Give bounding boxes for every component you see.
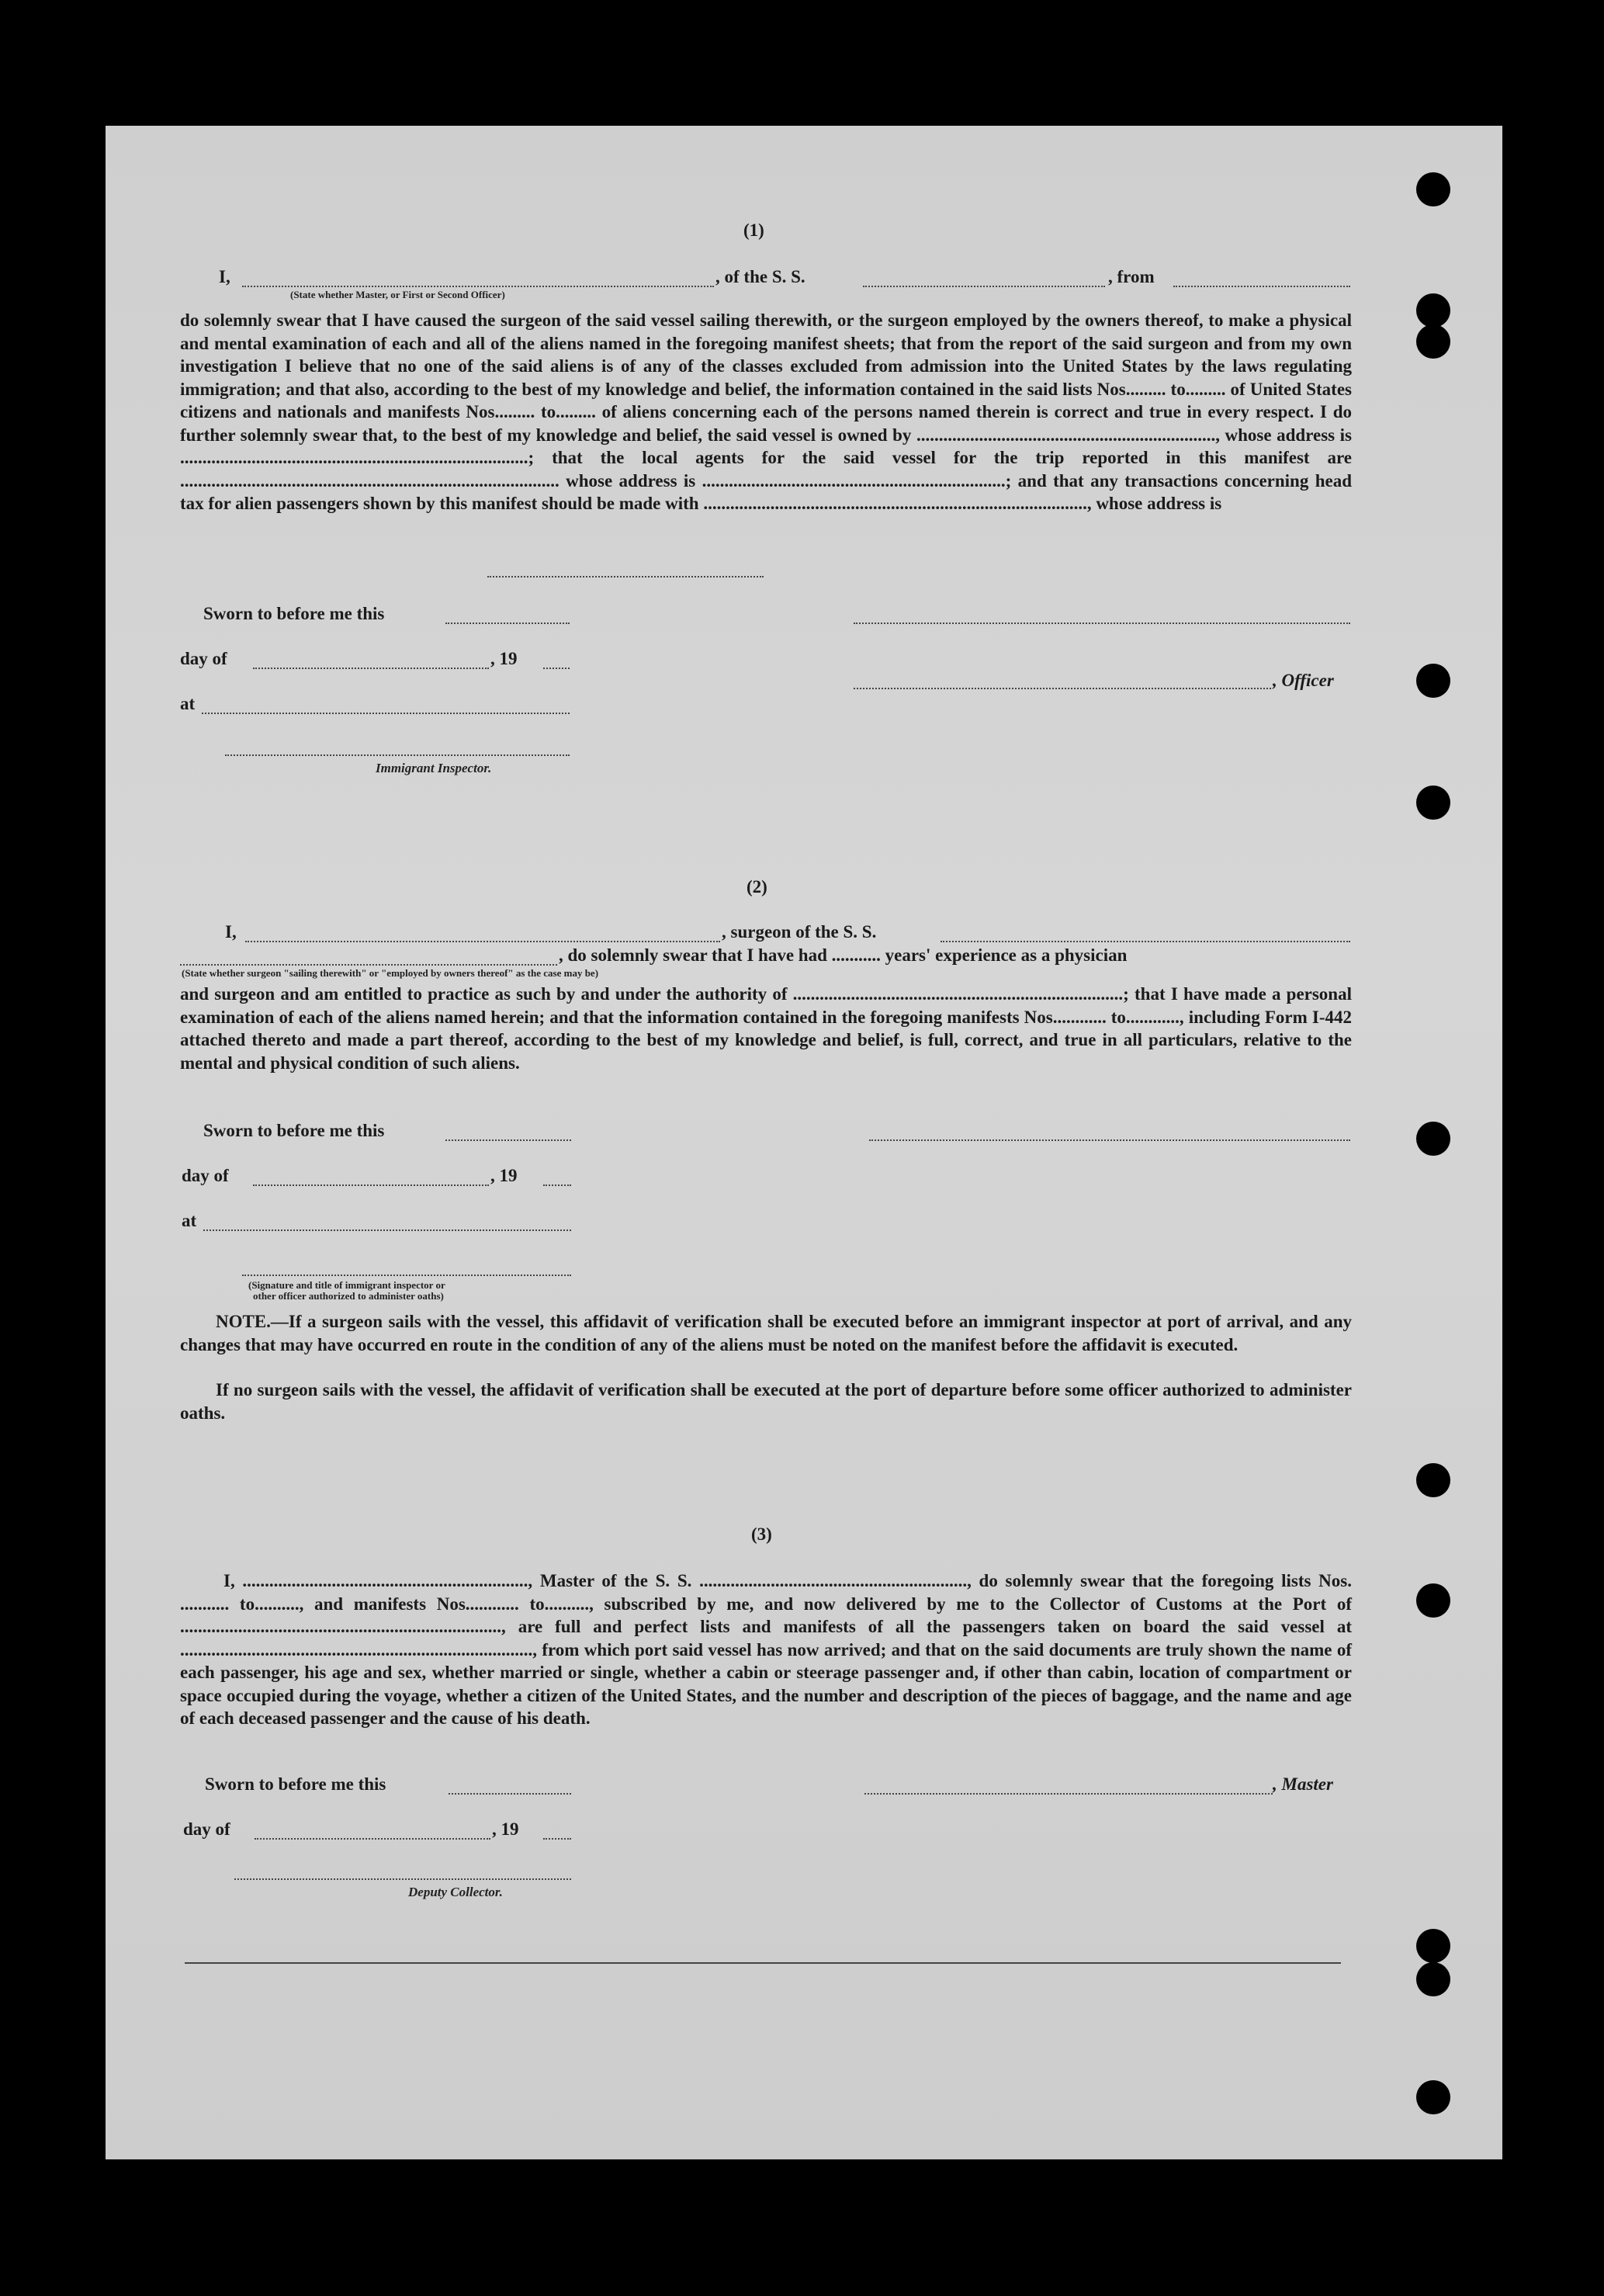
signature-line bbox=[869, 1138, 1350, 1141]
section-2-sig-caption-1: (Signature and title of immigrant inspector or bbox=[248, 1279, 445, 1291]
inspector-signature-line bbox=[225, 753, 570, 756]
section-2-number: (2) bbox=[747, 877, 767, 897]
section-1-sworn: Sworn to before me this bbox=[203, 604, 385, 623]
section-2-year: , 19 bbox=[490, 1166, 518, 1185]
section-2-day-of: day of bbox=[182, 1166, 229, 1185]
signature-line bbox=[854, 621, 1350, 624]
section-1-line1-prefix: I, bbox=[219, 267, 230, 286]
punch-hole bbox=[1416, 293, 1450, 328]
section-1-day-of: day of bbox=[180, 649, 227, 668]
section-1-line1-end: , from bbox=[1108, 267, 1155, 286]
section-2-line1-prefix: I, bbox=[225, 922, 237, 942]
section-3-day-of: day of bbox=[183, 1819, 230, 1839]
punch-hole bbox=[1416, 664, 1450, 698]
blank-line bbox=[445, 621, 570, 624]
section-2-note-1: NOTE.—If a surgeon sails with the vessel, this affidavit of verification shall be executed before an immigrant inspector at port of arrival, and any changes that may have occurred en route in the condition of any of the aliens must be noted on the manifest before the affidavit is executed. bbox=[180, 1312, 1352, 1354]
section-2-sig-caption-2: other officer authorized to administer oaths) bbox=[253, 1290, 444, 1302]
blank-line bbox=[180, 962, 557, 966]
punch-hole bbox=[1416, 1962, 1450, 1996]
section-3-master-label: , Master bbox=[1273, 1774, 1333, 1794]
blank-line bbox=[543, 1836, 571, 1840]
blank-line bbox=[543, 1183, 571, 1186]
section-1-officer-label: , Officer bbox=[1273, 671, 1334, 690]
blank-line bbox=[255, 1836, 490, 1840]
blank-line bbox=[487, 574, 764, 577]
section-3-sworn: Sworn to before me this bbox=[205, 1774, 386, 1794]
bottom-rule bbox=[185, 1962, 1341, 1964]
section-2-at: at bbox=[182, 1211, 197, 1230]
officer-signature-line bbox=[854, 686, 1271, 689]
blank-line bbox=[941, 939, 1350, 942]
section-1-year: , 19 bbox=[490, 649, 518, 668]
blank-line bbox=[202, 711, 570, 714]
blank-line bbox=[242, 284, 714, 287]
blank-line bbox=[863, 284, 1105, 287]
section-3-collector-label: Deputy Collector. bbox=[408, 1885, 503, 1899]
collector-signature-line bbox=[234, 1877, 571, 1880]
section-3-body: I, ................................................................, Master of the S. S. ............................................................, do solemnly swear that the foregoing lists Nos. ........... to.........., and manifests Nos............ to.........., subscribed by me, and now delivered by me to the Collector of Customs at the Port of ........................................................................, are full and perfect lists and manifests of all the passengers taken on board the said vessel at ..............................................................................., from which port said vessel has now arrived; and that on the said documents are truly shown the name of each passenger, his age and sex, whether married or single, whether a cabin or steerage passenger and, if other than cabin, location of compartment or space occupied during the voyage, whether a citizen of the United States, and the number and description of the pieces of baggage, and the name and age of each deceased passenger and the cause of his death. bbox=[180, 1571, 1352, 1728]
section-1-line1-caption: (State whether Master, or First or Second Officer) bbox=[290, 289, 505, 300]
section-3-year: , 19 bbox=[492, 1819, 519, 1839]
blank-line bbox=[253, 666, 489, 669]
punch-hole bbox=[1416, 1463, 1450, 1497]
blank-line bbox=[449, 1791, 571, 1795]
blank-line bbox=[543, 666, 570, 669]
section-1-body: do solemnly swear that I have caused the surgeon of the said vessel sailing therewith, or the surgeon employed by the owners thereof, to make a physical and mental examination of each and all of the aliens named in the foregoing manifest sheets; that from the report of the said surgeon and from my own investigation I believe that no one of the said aliens is of any of the classes excluded from admission into the United States by the laws regulating immigration; and that also, according to the best of my knowledge and belief, the information contained in the said lists Nos......... to......... of United States citizens and nationals and manifests Nos......... to......... of aliens concerning each of the persons named therein is correct and true in every respect. I do further solemnly swear that, to the best of my knowledge and belief, the said vessel is owned by ..................................................................., whose address is ..............................................................................; that the local agents for the said vessel for the trip reported in this manifest are ..................................................................................... whose address is ....................................................................; and that any transactions concerning head tax for alien passengers shown by this manifest should be made with ......................................................................................, whose address is bbox=[180, 310, 1352, 513]
blank-line bbox=[445, 1138, 571, 1141]
punch-hole bbox=[1416, 786, 1450, 820]
punch-hole bbox=[1416, 172, 1450, 206]
blank-line bbox=[1173, 284, 1350, 287]
section-2-sworn: Sworn to before me this bbox=[203, 1121, 385, 1140]
section-2-body: and surgeon and am entitled to practice as such by and under the authority of ..........................................................................; that I have made a personal examination of each of the aliens named herein; and that the information contained in the foregoing manifests Nos............ to............, including Form I-442 attached thereto and made a part thereof, according to the best of my knowledge and belief, is full, correct, and true in all particulars, relative to the mental and physical condition of such aliens. bbox=[180, 984, 1352, 1073]
section-1-at: at bbox=[180, 694, 196, 713]
section-1-number: (1) bbox=[743, 220, 764, 240]
section-1-line1-mid: , of the S. S. bbox=[715, 267, 805, 286]
punch-hole bbox=[1416, 2080, 1450, 2114]
punch-hole bbox=[1416, 1583, 1450, 1618]
section-2-line2-caption: (State whether surgeon "sailing therewith" or "employed by owners thereof" as the case may be) bbox=[182, 967, 599, 979]
inspector-signature-line bbox=[242, 1273, 571, 1276]
section-2-note-2: If no surgeon sails with the vessel, the affidavit of verification shall be executed at the port of departure before some officer authorized to administer oaths. bbox=[180, 1380, 1352, 1423]
section-2-line1-mid: , surgeon of the S. S. bbox=[722, 922, 877, 942]
blank-line bbox=[245, 939, 720, 942]
punch-hole bbox=[1416, 1122, 1450, 1156]
section-1-inspector-label: Immigrant Inspector. bbox=[376, 761, 492, 775]
punch-hole bbox=[1416, 324, 1450, 359]
section-2-line2: , do solemnly swear that I have had ........... years' experience as a physician bbox=[559, 945, 1128, 965]
section-3-number: (3) bbox=[751, 1524, 772, 1544]
punch-hole bbox=[1416, 1929, 1450, 1963]
blank-line bbox=[203, 1228, 571, 1231]
blank-line bbox=[253, 1183, 489, 1186]
master-signature-line bbox=[864, 1791, 1273, 1795]
